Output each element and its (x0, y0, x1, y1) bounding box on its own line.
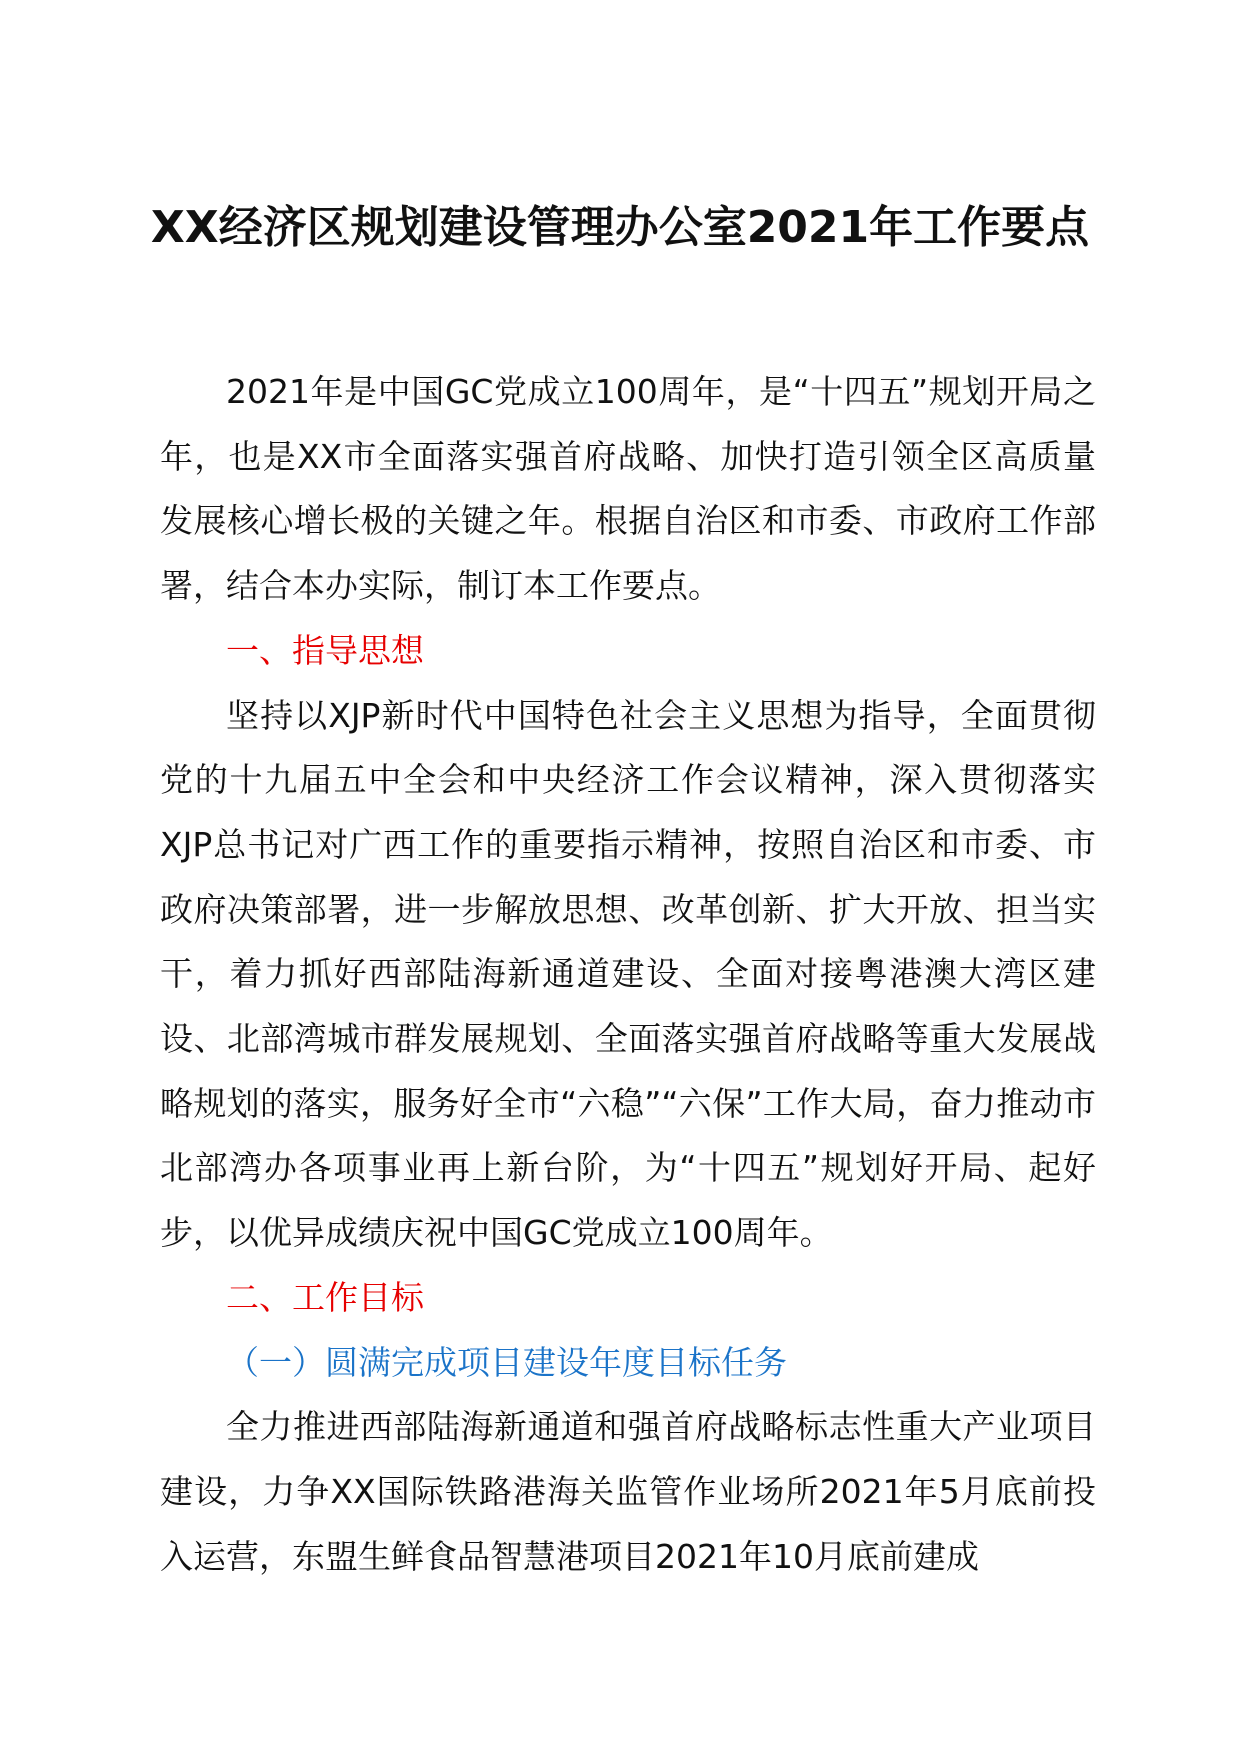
guiding-thought-paragraph: 坚持以XJP新时代中国特色社会主义思想为指导，全面贯彻党的十九届五中全会和中央经济工作会议精神，深入贯彻落实XJP总书记对广西工作的重要指示精神，按照自治区和市委、市政府决策部署，进一步解放思想、改革创新、扩大开放、担当实干，着力抓好西部陆海新通道建设、全面对接粤港澳大湾区建设、北部湾城市群发展规划、全面落实强首府战略等重大发展战略规划的落实，服务好全市“六稳”“六保”工作大局，奋力推动市北部湾办各项事业再上新台阶，为“十四五”规划好开局、起好步，以优异成绩庆祝中国GC党成立100周年。 (160, 695, 1096, 1253)
document-title: XX经济区规划建设管理办公室2021年工作要点 (150, 202, 1090, 253)
project-goals-paragraph: 全力推进西部陆海新通道和强首府战略标志性重大产业项目建设，力争XX国际铁路港海关监管作业场所2021年5月底前投入运营，东盟生鲜食品智慧港项目2021年10月底前建成 (160, 1407, 1096, 1576)
subsection-heading-project-goals: （一）圆满完成项目建设年度目标任务 (226, 1342, 787, 1382)
section-heading-work-goals: 二、工作目标 (226, 1277, 424, 1317)
document-body (160, 360, 1096, 1589)
section-heading-guiding-thought: 一、指导思想 (226, 630, 424, 670)
intro-paragraph: 2021年是中国GC党成立100周年，是“十四五”规划开局之年，也是XX市全面落实强首府战略、加快打造引领全区高质量发展核心增长极的关键之年。根据自治区和市委、市政府工作部署，结合本办实际，制订本工作要点。 (160, 372, 1096, 606)
